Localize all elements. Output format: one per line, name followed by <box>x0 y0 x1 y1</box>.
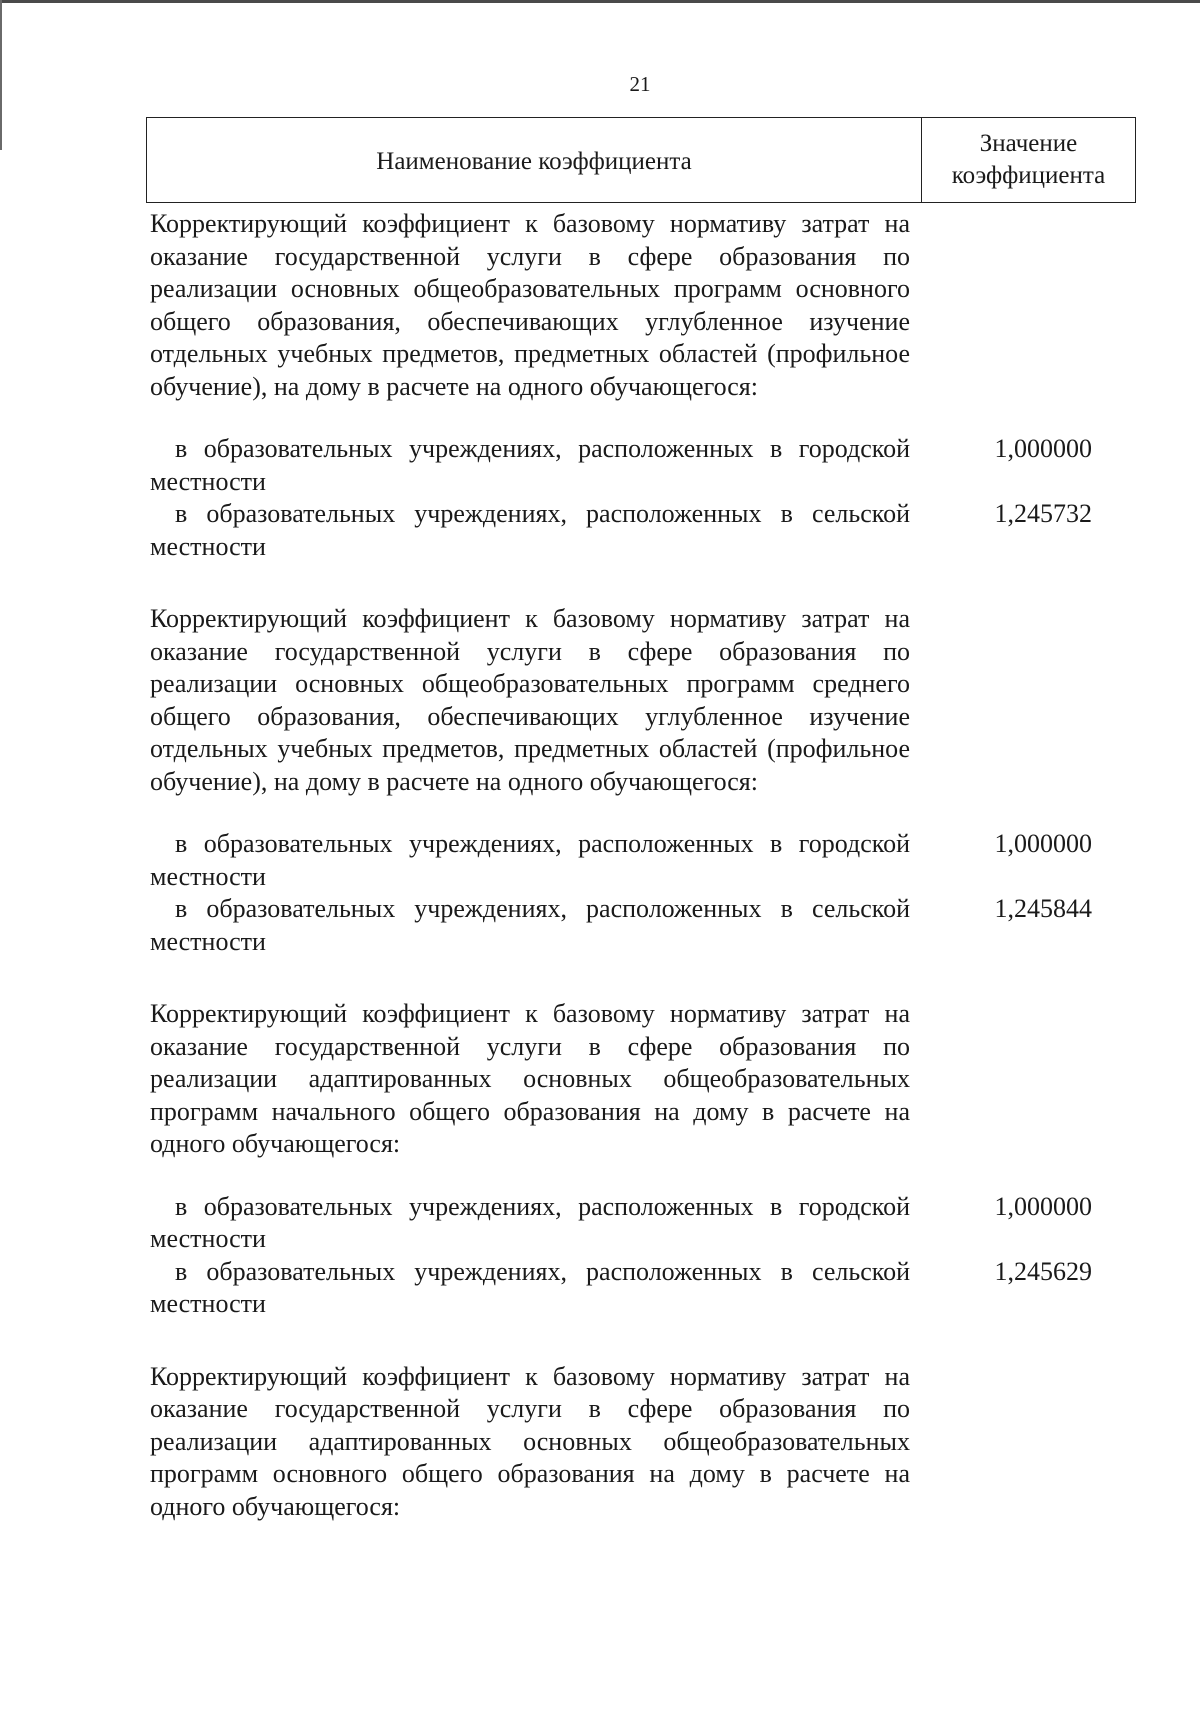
row-value: 1,245732 <box>994 499 1092 528</box>
coefficient-row <box>150 498 1110 563</box>
coefficient-row <box>150 828 1110 893</box>
row-label: в образовательных учреждениях, расположенных в городской местности <box>150 829 910 891</box>
row-value: 1,000000 <box>994 1191 1092 1221</box>
row-label: в образовательных учреждениях, расположенных в сельской местности <box>150 894 910 956</box>
row-value: 1,245844 <box>994 894 1092 923</box>
coefficient-row <box>150 893 1110 958</box>
row-value: 1,000000 <box>994 829 1092 858</box>
scan-edge-top <box>0 0 1200 3</box>
header-name-column: Наименование коэффициента <box>147 118 922 202</box>
coefficient-description: Корректирующий коэффициент к базовому нормативу затрат на оказание государственной услуги в сфере образования по реализации основных общеобразовательных программ среднего общего образования, обеспечивающих углубленное изучение отдельных учебных предметов, предметных областей (профильное обучение), на дому в расчете на одного обучающегося: <box>150 604 910 796</box>
row-label: в образовательных учреждениях, расположенных в городской местности <box>150 434 910 496</box>
coefficient-rows <box>150 433 1110 563</box>
row-label: в образовательных учреждениях, расположенных в городской местности <box>150 1191 910 1253</box>
page-number: 21 <box>629 72 651 96</box>
coefficient-row <box>150 1256 1110 1321</box>
header-value-column: Значение коэффициента <box>951 130 1106 189</box>
coefficient-description: Корректирующий коэффициент к базовому нормативу затрат на оказание государственной услуги в сфере образования по реализации адаптированных основных общеобразовательных программ основного общего образования на дому в расчете на одного обучающегося: <box>150 1361 910 1521</box>
row-label: в образовательных учреждениях, расположенных в сельской местности <box>150 499 910 561</box>
coefficient-block <box>150 998 1110 1321</box>
table-header <box>146 117 1136 203</box>
coefficient-block <box>150 1361 1110 1524</box>
coefficient-description: Корректирующий коэффициент к базовому нормативу затрат на оказание государственной услуги в сфере образования по реализации адаптированных основных общеобразовательных программ начального общего образования на дому в расчете на одного обучающегося: <box>150 999 910 1158</box>
row-label: в образовательных учреждениях, расположенных в сельской местности <box>150 1256 910 1318</box>
coefficient-block <box>150 603 1110 958</box>
coefficient-rows <box>150 828 1110 958</box>
coefficient-row <box>150 433 1110 498</box>
coefficient-row <box>150 1191 1110 1256</box>
coefficient-blocks <box>150 208 1110 1563</box>
coefficient-block <box>150 208 1110 563</box>
coefficient-rows <box>150 1191 1110 1321</box>
row-value: 1,000000 <box>994 434 1092 463</box>
coefficient-description: Корректирующий коэффициент к базовому нормативу затрат на оказание государственной услуги в сфере образования по реализации основных общеобразовательных программ основного общего образования, обеспечивающих углубленное изучение отдельных учебных предметов, предметных областей (профильное обучение), на дому в расчете на одного обучающегося: <box>150 209 910 401</box>
row-value: 1,245629 <box>994 1256 1092 1286</box>
